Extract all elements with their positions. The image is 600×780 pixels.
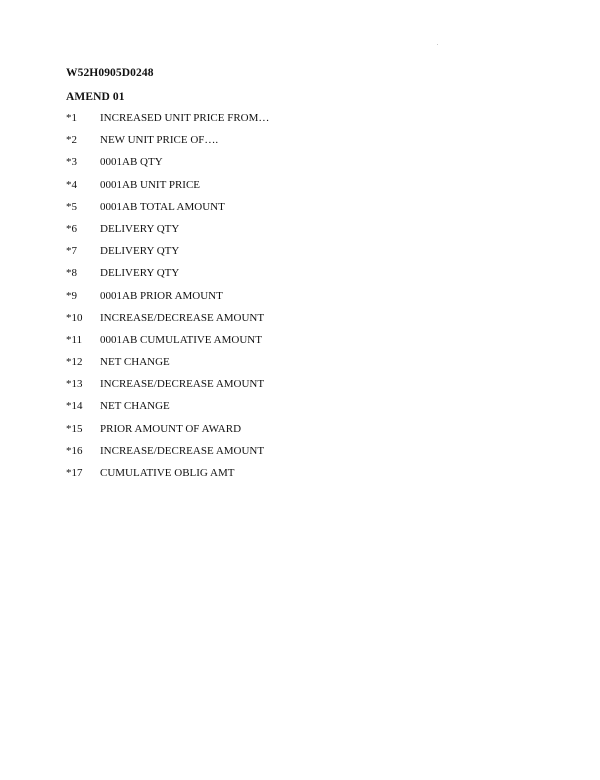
change-marker: *11 bbox=[66, 333, 83, 346]
change-marker: *14 bbox=[66, 400, 83, 413]
change-marker: *17 bbox=[66, 467, 83, 479]
amendment-heading: AMEND 01 bbox=[66, 91, 125, 103]
change-description: DELIVERY QTY bbox=[100, 222, 180, 235]
change-description: INCREASE/DECREASE AMOUNT bbox=[100, 444, 265, 457]
change-description: NET CHANGE bbox=[100, 356, 170, 369]
change-description: INCREASE/DECREASE AMOUNT bbox=[100, 378, 265, 391]
change-description: INCREASE/DECREASE AMOUNT bbox=[100, 311, 265, 324]
change-marker: *12 bbox=[66, 356, 83, 369]
change-marker: *7 bbox=[66, 245, 77, 258]
change-description: 0001AB QTY bbox=[100, 156, 163, 169]
change-marker: *15 bbox=[66, 422, 83, 435]
change-description: DELIVERY QTY bbox=[100, 245, 180, 258]
change-description: 0001AB TOTAL AMOUNT bbox=[100, 200, 225, 213]
scan-speck bbox=[437, 44, 438, 45]
change-description: 0001AB PRIOR AMOUNT bbox=[100, 289, 223, 302]
change-marker: *9 bbox=[66, 289, 77, 302]
change-marker: *4 bbox=[66, 178, 77, 191]
change-description: INCREASED UNIT PRICE FROM… bbox=[100, 112, 270, 124]
change-marker: *3 bbox=[66, 156, 77, 169]
contract-number: W52H0905D0248 bbox=[66, 67, 154, 79]
change-description: CUMULATIVE OBLIG AMT bbox=[100, 467, 235, 479]
change-description: DELIVERY QTY bbox=[100, 267, 180, 280]
change-description: NET CHANGE bbox=[100, 400, 170, 413]
change-marker: *1 bbox=[66, 112, 77, 124]
change-marker: *8 bbox=[66, 267, 77, 280]
change-marker: *13 bbox=[66, 378, 83, 391]
change-description: NEW UNIT PRICE OF…. bbox=[100, 134, 219, 147]
change-marker: *2 bbox=[66, 134, 77, 147]
change-description: 0001AB CUMULATIVE AMOUNT bbox=[100, 333, 262, 346]
change-marker: *5 bbox=[66, 200, 77, 213]
change-description: 0001AB UNIT PRICE bbox=[100, 178, 201, 191]
change-description: PRIOR AMOUNT OF AWARD bbox=[100, 422, 242, 435]
change-marker: *6 bbox=[66, 222, 77, 235]
change-marker: *10 bbox=[66, 311, 83, 324]
change-marker: *16 bbox=[66, 444, 83, 457]
